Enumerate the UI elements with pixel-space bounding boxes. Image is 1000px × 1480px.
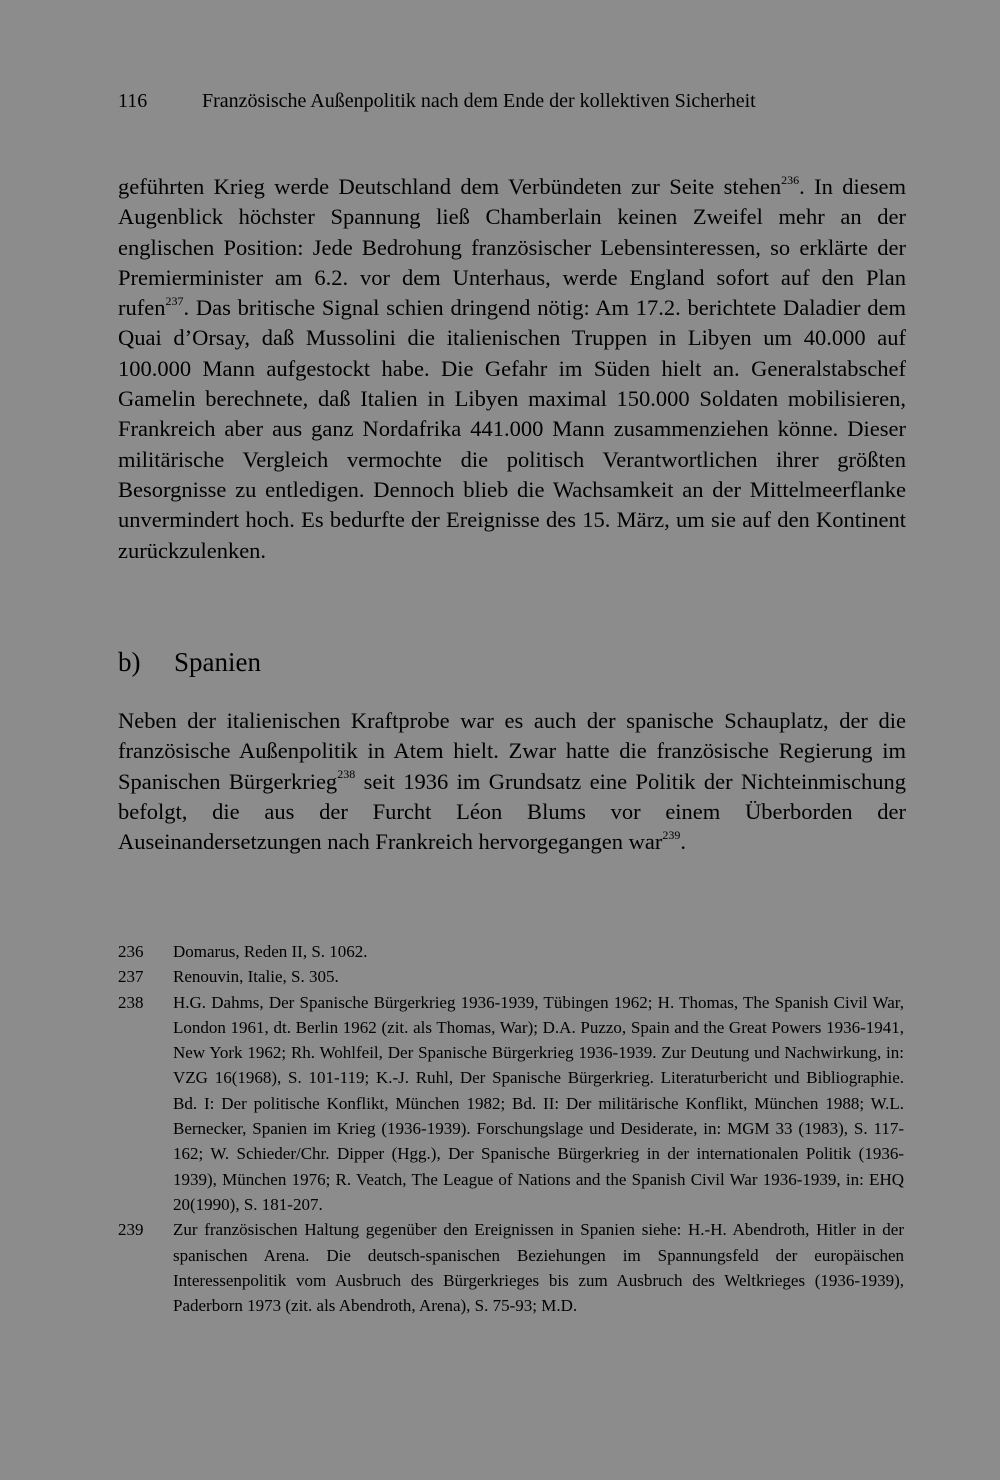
footnotes [118,939,904,1318]
running-header [118,89,908,113]
footnote [118,1217,904,1318]
section-marker: b) [118,647,141,677]
body-paragraph [118,172,906,566]
running-title: Französische Außenpolitik nach dem Ende der kollektiven Sicherheit [202,90,756,112]
footnote-text: Domarus, Reden II, S. 1062. [173,942,368,961]
footnote-reference: 237 [165,293,184,308]
footnote [118,990,904,1218]
footnote-number: 238 [118,992,144,1012]
footnote [118,939,904,964]
paragraph-text: . Das britische Signal schien dringend nötig: Am 17.2. berichtete Daladier dem Quai d’Orsay, daß Mussolini die italienischen Truppen in Libyen um 40.000 auf 100.000 Mann aufgestockt habe. Die Gefahr im Süden hielt an. Generalstabschef Gamelin berechnete, daß Italien in Libyen maximal 150.000 Soldaten mobilisieren, Frankreich aber aus ganz Nordafrika 441.000 Mann zusammenziehen könne. Dieser militärische Vergleich vermochte die politisch Verantwortlichen ihrer größten Besorgnisse zu entledigen. Dennoch blieb die Wachsamkeit an der Mittelmeerflanke unvermindert hoch. Es bedurfte der Ereignisse des 15. März, um sie auf den Kontinent zurückzulenken. [118,295,906,563]
footnote-number: 239 [118,1220,144,1240]
body-paragraph [118,706,906,857]
section-heading [118,645,261,679]
footnote-text: Renouvin, Italie, S. 305. [173,967,339,987]
footnote-number: 237 [118,967,144,987]
footnote-text: Zur französischen Haltung gegenüber den Ereignissen in Spanien siehe: H.-H. Abendroth, Hitler in der spanischen Arena. Die deutsch-spanischen Beziehungen im Spannungsfeld der europäischen Interessenpolitik vom Ausbruch des Bürgerkrieges bis zum Ausbruch des Weltkrieges (1936-1939), Paderborn 1973 (zit. als Abendroth, Arena), S. 75-93; M.D. [173,1220,904,1316]
footnote-reference: 238 [337,767,356,782]
footnote-text: H.G. Dahms, Der Spanische Bürgerkrieg 1936-1939, Tübingen 1962; H. Thomas, The Spanish Civil War, London 1961, dt. Berlin 1962 (zit. als Thomas, War); D.A. Puzzo, Spain and the Great Powers 1936-1941, New York 1962; Rh. Wohlfeil, Der Spanische Bürgerkrieg 1936-1939. Zur Deutung und Nachwirkung, in: VZG 16(1968), S. 101-119; K.-J. Ruhl, Der Spanische Bürgerkrieg. Literaturbericht und Bibliographie. Bd. I: Der politische Konflikt, München 1982; Bd. II: Der militärische Konflikt, München 1988; W.L. Bernecker, Spanien im Krieg (1936-1939). Forschungslage und Desiderate, in: MGM 33 (1983), S. 117-162; W. Schieder/Chr. Dipper (Hgg.), Der Spanische Bürgerkrieg in der internationalen Politik (1936-1939), München 1976; R. Veatch, The League of Nations and the Spanish Civil War 1936-1939, in: EHQ 20(1990), S. 181-207. [173,992,904,1214]
footnote-reference: 239 [662,827,681,842]
paragraph-text: seit 1936 im Grundsatz eine Politik der Nichteinmischung befolgt, die aus der Furcht Léon Blums vor einem Überborden der Auseinandersetzungen nach Frankreich hervorgegangen war [118,768,906,855]
page-number: 116 [118,90,148,112]
paragraph-text: . In diesem Augenblick höchster Spannung ließ Chamberlain keinen Zweifel mehr an der englischen Position: Jede Bedrohung französischer Lebensinteressen, so erklärte der Premierminister am 6.2. vor dem Unterhaus, werde England sofort auf den Plan rufen [118,174,906,321]
footnote-number: 236 [118,942,144,961]
footnote [118,964,904,989]
footnote-reference: 236 [781,172,800,187]
paragraph-text: Neben der italienischen Kraftprobe war es auch der spanische Schauplatz, der die französische Außenpolitik in Atem hielt. Zwar hatte die französische Regierung im Spanischen Bürgerkrieg [118,708,906,794]
paragraph-text: . [680,829,686,855]
section-title: Spanien [174,647,261,677]
paragraph-text: geführten Krieg werde Deutschland dem Verbündeten zur Seite stehen [118,174,782,199]
